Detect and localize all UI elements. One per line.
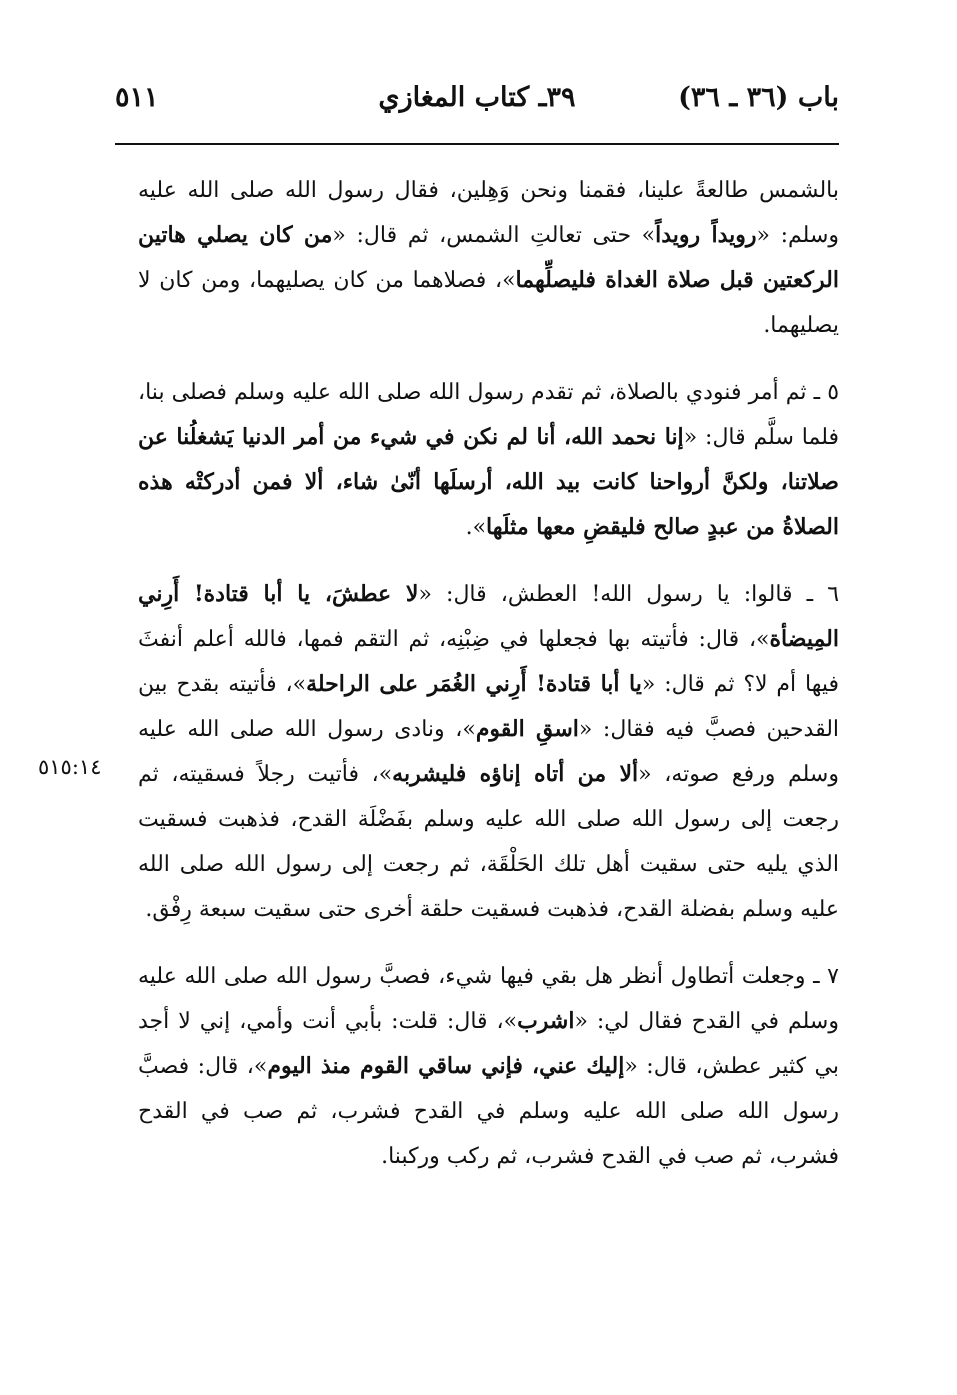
chapter-reference: باب (٣٦ ـ ٣٦) — [678, 82, 839, 113]
hadith-quote: لا عطشَ، يا أبا قتادة! أَرِني المِيضأة — [138, 581, 839, 652]
hadith-quote: يا أبا قتادة! أَرِني الغُمَر على الراحلة — [306, 671, 642, 697]
header-divider — [115, 143, 839, 145]
hadith-quote: رويداً رويداً — [655, 222, 757, 248]
text-run: »، فأتيت رجلاً فسقيته، ثم رجعت إلى رسول الله صلى الله عليه وسلم بفَضْلَة القدح، فذهبت فسقيت الذي يليه حتى سقيت أهل تلك الحَلْقَة، ثم رجعت إلى رسول الله صلى الله عليه وسلم بفضلة القدح، فذهبت فسقيت حلقة أخرى حتى سقيت سبعة رِفْق. — [138, 762, 839, 922]
text-run: »، فصلاهما من كان يصليهما، ومن كان لا يصليهما. — [138, 268, 839, 338]
text-run: »، قال: فأتيته بها فجعلها في ضِبْنِه، ثم التقم فمها، فالله أعلم أنفثَ فيها أم لا؟ ثم قال: « — [138, 627, 840, 697]
hadith-quote: اسقِ القوم — [475, 716, 579, 742]
text-run: »، قال: فصبَّ رسول الله صلى الله عليه وسلم في القدح فشرب، ثم صب في القدح فشرب، ثم صب في القدح فشرب، ثم ركب وركبنا. — [138, 1054, 839, 1169]
hadith-quote: إليك عني، فإني ساقي القوم منذ اليوم — [267, 1053, 625, 1079]
text-run: ٧ ـ وجعلت أتطاول أنظر هل بقي فيها شيء، فصبَّ رسول الله صلى الله عليه وسلم في القدح فقال لي: « — [138, 964, 839, 1034]
paragraph-continuation — [138, 168, 839, 348]
paragraph-5 — [138, 370, 839, 550]
text-run: »، قال: قلت: بأبي أنت وأمي، إني لا أجد بي كثير عطش، قال: « — [138, 1009, 839, 1079]
text-run: بالشمس طالعةً علينا، فقمنا ونحن وَهِلين، فقال رسول الله صلى الله عليه وسلم: « — [138, 178, 840, 248]
text-run: »، فأتيته بقدح بين القدحين فصبَّ فيه فقال: « — [138, 672, 840, 742]
text-run: ٥ ـ ثم أمر فنودي بالصلاة، ثم تقدم رسول الله صلى الله عليه وسلم فصلى بنا، فلما سلَّم قال: « — [138, 380, 840, 450]
hadith-quote: من كان يصلي هاتين الركعتين قبل صلاة الغداة فليصلِّهما — [138, 222, 839, 293]
hadith-quote: اشرب — [517, 1008, 575, 1034]
text-run: ». — [465, 515, 487, 540]
margin-reference: ٥١٥:١٤ — [38, 755, 102, 779]
text-run: » حتى تعالتِ الشمس، ثم قال: « — [332, 223, 656, 248]
main-text — [138, 168, 839, 1179]
paragraph-6 — [138, 572, 839, 932]
hadith-quote: إنا نحمد الله، أنا لم نكن في شيء من أمر الدنيا يَشغلُنا عن صلاتنا، ولكنَّ أرواحنا كانت بيد الله، أرسلَها أنّىٰ شاء، ألا فمن أدركتْه هذه الصلاةُ من عبدٍ صالح فليقضِ معها مثلَها — [138, 424, 839, 540]
paragraph-7 — [138, 954, 839, 1179]
book-title: ٣٩ـ كتاب المغازي — [378, 82, 576, 113]
page-number: ٥١١ — [115, 82, 159, 113]
text-run: »، ونادى رسول الله صلى الله عليه وسلم ورفع صوته، « — [138, 717, 839, 787]
hadith-quote: ألا من أتاه إناؤه فليشربه — [392, 761, 639, 787]
running-header — [115, 82, 839, 130]
text-run: ٦ ـ قالوا: يا رسول الله! العطش، قال: « — [418, 582, 840, 607]
